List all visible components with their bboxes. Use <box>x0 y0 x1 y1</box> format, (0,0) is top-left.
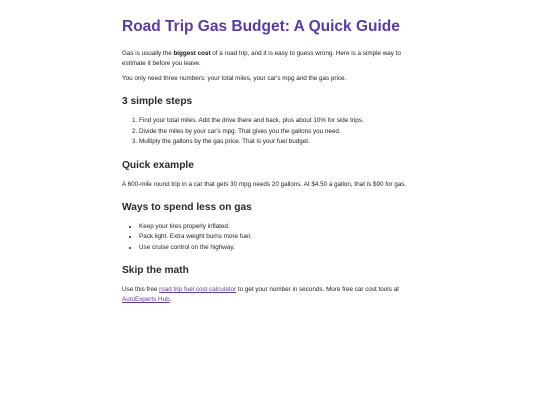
skip-text-middle: to get your number in seconds. More free car cost tools at <box>236 286 399 293</box>
article <box>122 17 418 305</box>
skip-text-end: . <box>169 296 172 303</box>
steps-list <box>122 116 418 148</box>
skip-heading: Skip the math <box>122 265 189 276</box>
numbers-paragraph: You only need three numbers: your total miles, your car's mpg and the gas price. <box>122 75 347 82</box>
steps-heading: 3 simple steps <box>122 96 193 107</box>
tip-item: • Use cruise control on the highway. <box>139 243 418 254</box>
intro-paragraph <box>122 49 418 69</box>
step-item: 1. Find your total miles. Add the drive there and back, plus about 10% for side trips. <box>139 116 418 127</box>
skip-text-start: Use this free <box>122 286 160 293</box>
tips-list <box>122 222 418 254</box>
fuel-calculator-link[interactable]: road trip fuel cost calculator <box>159 286 237 293</box>
tip-item: • Keep your tires properly inflated. <box>139 222 418 233</box>
intro-bold-text: biggest cost <box>173 50 211 57</box>
tip-item: • Pack light. Extra weight burns more fuel. <box>139 232 418 243</box>
intro-text-start: Gas is usually the <box>122 50 174 57</box>
example-paragraph: A 600-mile round trip in a car that gets 30 mpg needs 20 gallons. At $4.50 a gallon, that is $90 for gas. <box>122 180 407 188</box>
skip-paragraph <box>122 285 418 305</box>
intro-text-end: of a road trip, and it is easy to guess wrong. Here is a simple way to estimate it before you leave. <box>122 50 401 67</box>
tips-heading: Ways to spend less on gas <box>122 201 252 213</box>
step-item: 3. Multiply the gallons by the gas price. That is your fuel budget. <box>139 137 418 148</box>
step-item: 2. Divide the miles by your car's mpg. That gives you the gallons you need. <box>139 127 418 138</box>
example-heading: Quick example <box>122 159 194 171</box>
page-title: Road Trip Gas Budget: A Quick Guide <box>122 18 400 35</box>
autoexperts-hub-link[interactable]: AutoExperts Hub <box>122 296 170 303</box>
